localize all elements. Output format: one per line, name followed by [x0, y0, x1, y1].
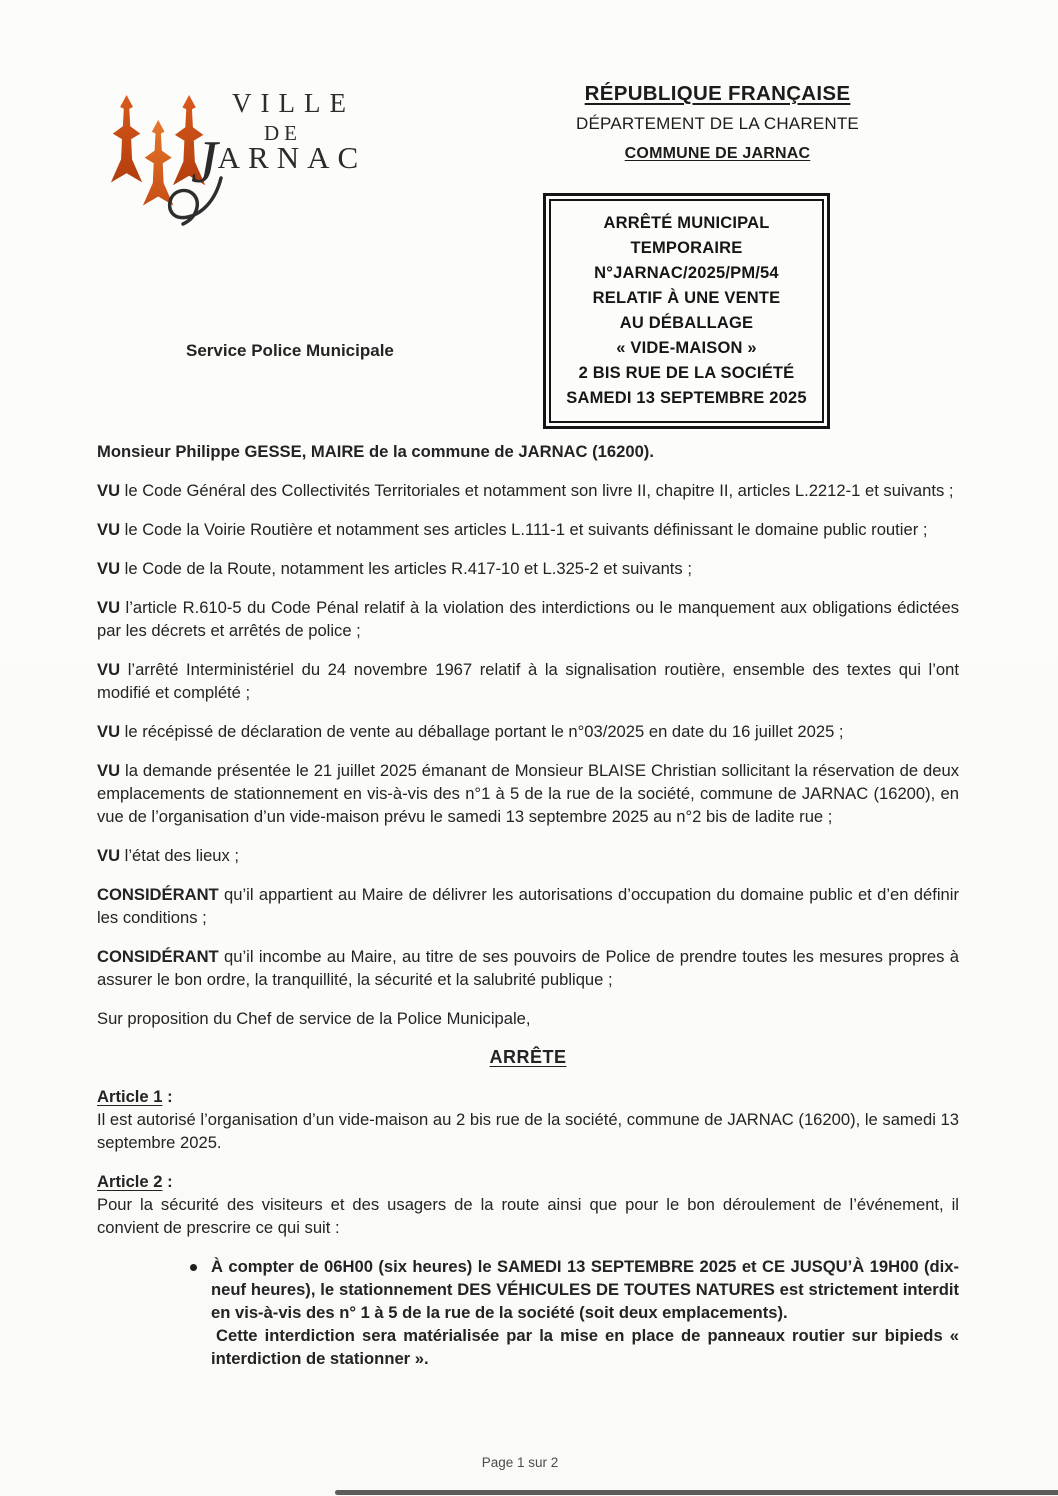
article-2-text: Pour la sécurité des visiteurs et des usagers de la route ainsi que pour le bon déroulement de l’événement, il convient de prescrire ce qui suit :: [97, 1195, 959, 1237]
recital-prefix: VU: [97, 481, 121, 500]
service-police-municipale-label: Service Police Municipale: [186, 341, 394, 360]
recital-vu-7: [97, 759, 959, 828]
recital-text: la demande présentée le 21 juillet 2025 émanant de Monsieur BLAISE Christian sollicitant la réservation de deux emplacements de stationnement en vis-à-vis des n°1 à 5 de la rue de la société, commune de JARNAC (16200), en vue de l’organisation d’un vide-maison prévu le samedi 13 septembre 2025 au n°2 bis de ladite rue ;: [97, 761, 959, 826]
recital-prefix: VU: [97, 598, 121, 617]
recital-text: le Code Général des Collectivités Territoriales et notamment son livre II, chapitre II, articles L.2212-1 et suivants ;: [120, 481, 954, 500]
recital-prefix: VU: [97, 660, 121, 679]
measure-text-signage: Cette interdiction sera matérialisée par la mise en place de panneaux routier sur bipieds « interdiction de stationner ».: [211, 1326, 959, 1368]
logo-jarnac-rest: ARNAC: [217, 140, 367, 175]
recital-prefix: VU: [97, 761, 121, 780]
recital-considerant-2: [97, 945, 959, 991]
page-number-footer: Page 1 sur 2: [481, 1455, 559, 1470]
decree-title-line: N°JARNAC/2025/PM/54: [594, 264, 779, 282]
recital-vu-3: [97, 557, 959, 580]
recital-prefix: CONSIDÉRANT: [97, 885, 219, 904]
logo-text-ville: VILLE: [232, 88, 355, 118]
recital-text: le Code de la Route, notamment les articles R.417-10 et L.325-2 et suivants ;: [120, 559, 692, 578]
fish-left: [111, 95, 142, 182]
recital-prefix: VU: [97, 846, 121, 865]
recital-vu-4: [97, 596, 959, 642]
recital-prefix: VU: [97, 520, 121, 539]
recital-vu-2: [97, 518, 959, 541]
departement-line: DÉPARTEMENT DE LA CHARENTE: [576, 114, 859, 133]
mayor-intro-line: Monsieur Philippe GESSE, MAIRE de la commune de JARNAC (16200).: [97, 442, 654, 461]
recital-vu-8: [97, 844, 959, 867]
decree-title-line: RELATIF À UNE VENTE: [592, 289, 781, 307]
republique-francaise-title: RÉPUBLIQUE FRANÇAISE: [584, 82, 851, 105]
recital-text: Sur proposition du Chef de service de la Police Municipale,: [97, 1009, 531, 1028]
measure-item: [211, 1255, 959, 1370]
measure-text-parking-ban: À compter de 06H00 (six heures) le SAMEDI 13 SEPTEMBRE 2025 et CE JUSQU’À 19H00 (dix-neuf heures), le stationnement DES VÉHICULES DE TOUTES NATURES est strictement interdit en vis-à-vis des n° 1 à 5 de la rue de la société (soit deux emplacements).: [211, 1257, 959, 1322]
commune-line: COMMUNE DE JARNAC: [624, 145, 811, 162]
decree-title-line: TEMPORAIRE: [630, 239, 743, 257]
decree-title-line: « VIDE-MAISON »: [616, 339, 757, 357]
decree-title-box-inner: [549, 199, 824, 423]
arrete-heading: ARRÊTE: [489, 1047, 567, 1067]
republic-header: [540, 82, 895, 163]
logo-text-de: DE: [264, 121, 302, 145]
decree-title-line: 2 BIS RUE DE LA SOCIÉTÉ: [578, 364, 795, 382]
recital-prefix: VU: [97, 559, 121, 578]
decree-title-line: AU DÉBALLAGE: [619, 314, 754, 332]
measures-list: [97, 1255, 959, 1370]
recital-text: qu’il incombe au Maire, au titre de ses pouvoirs de Police de prendre toutes les mesures propres à assurer le bon ordre, la tranquillité, la sécurité et la salubrité publique ;: [97, 947, 959, 989]
recital-vu-6: [97, 720, 959, 743]
article-1-text: Il est autorisé l’organisation d’un vide-maison au 2 bis rue de la société, commune de JARNAC (16200), le samedi 13 septembre 2025.: [97, 1110, 959, 1152]
decree-title-line: ARRÊTÉ MUNICIPAL: [603, 214, 770, 232]
proposition-line: [97, 1007, 959, 1030]
decree-title-line: SAMEDI 13 SEPTEMBRE 2025: [566, 389, 807, 407]
recital-vu-5: [97, 658, 959, 704]
ville-de-jarnac-logo: [105, 88, 435, 248]
recital-text: le récépissé de déclaration de vente au déballage portant le n°03/2025 en date du 16 juillet 2025 ;: [120, 722, 844, 741]
recital-text: l’état des lieux ;: [120, 846, 240, 865]
article-2-title: Article 2 :: [97, 1172, 173, 1191]
recital-text: l’article R.610-5 du Code Pénal relatif à la violation des interdictions ou le manquement aux obligations édictées par les décrets et arrêtés de police ;: [97, 598, 959, 640]
decree-title-box: [543, 193, 830, 429]
decree-body: [97, 440, 959, 1370]
recital-vu-1: [97, 479, 959, 502]
recital-text: le Code la Voirie Routière et notamment ses articles L.111-1 et suivants définissant le domaine public routier ;: [120, 520, 928, 539]
recital-prefix: VU: [97, 722, 121, 741]
recital-considerant-1: [97, 883, 959, 929]
logo-jarnac-initial: J: [191, 129, 218, 195]
recital-prefix: CONSIDÉRANT: [97, 947, 219, 966]
recital-text: qu’il appartient au Maire de délivrer les autorisations d’occupation du domaine public et d’en définir les conditions ;: [97, 885, 959, 927]
scanner-edge-artifact: [335, 1490, 1058, 1495]
recital-text: l’arrêté Interministériel du 24 novembre 1967 relatif à la signalisation routière, ensemble des textes qui l’ont modifié et complété ;: [97, 660, 959, 702]
article-1-title: Article 1 :: [97, 1087, 173, 1106]
